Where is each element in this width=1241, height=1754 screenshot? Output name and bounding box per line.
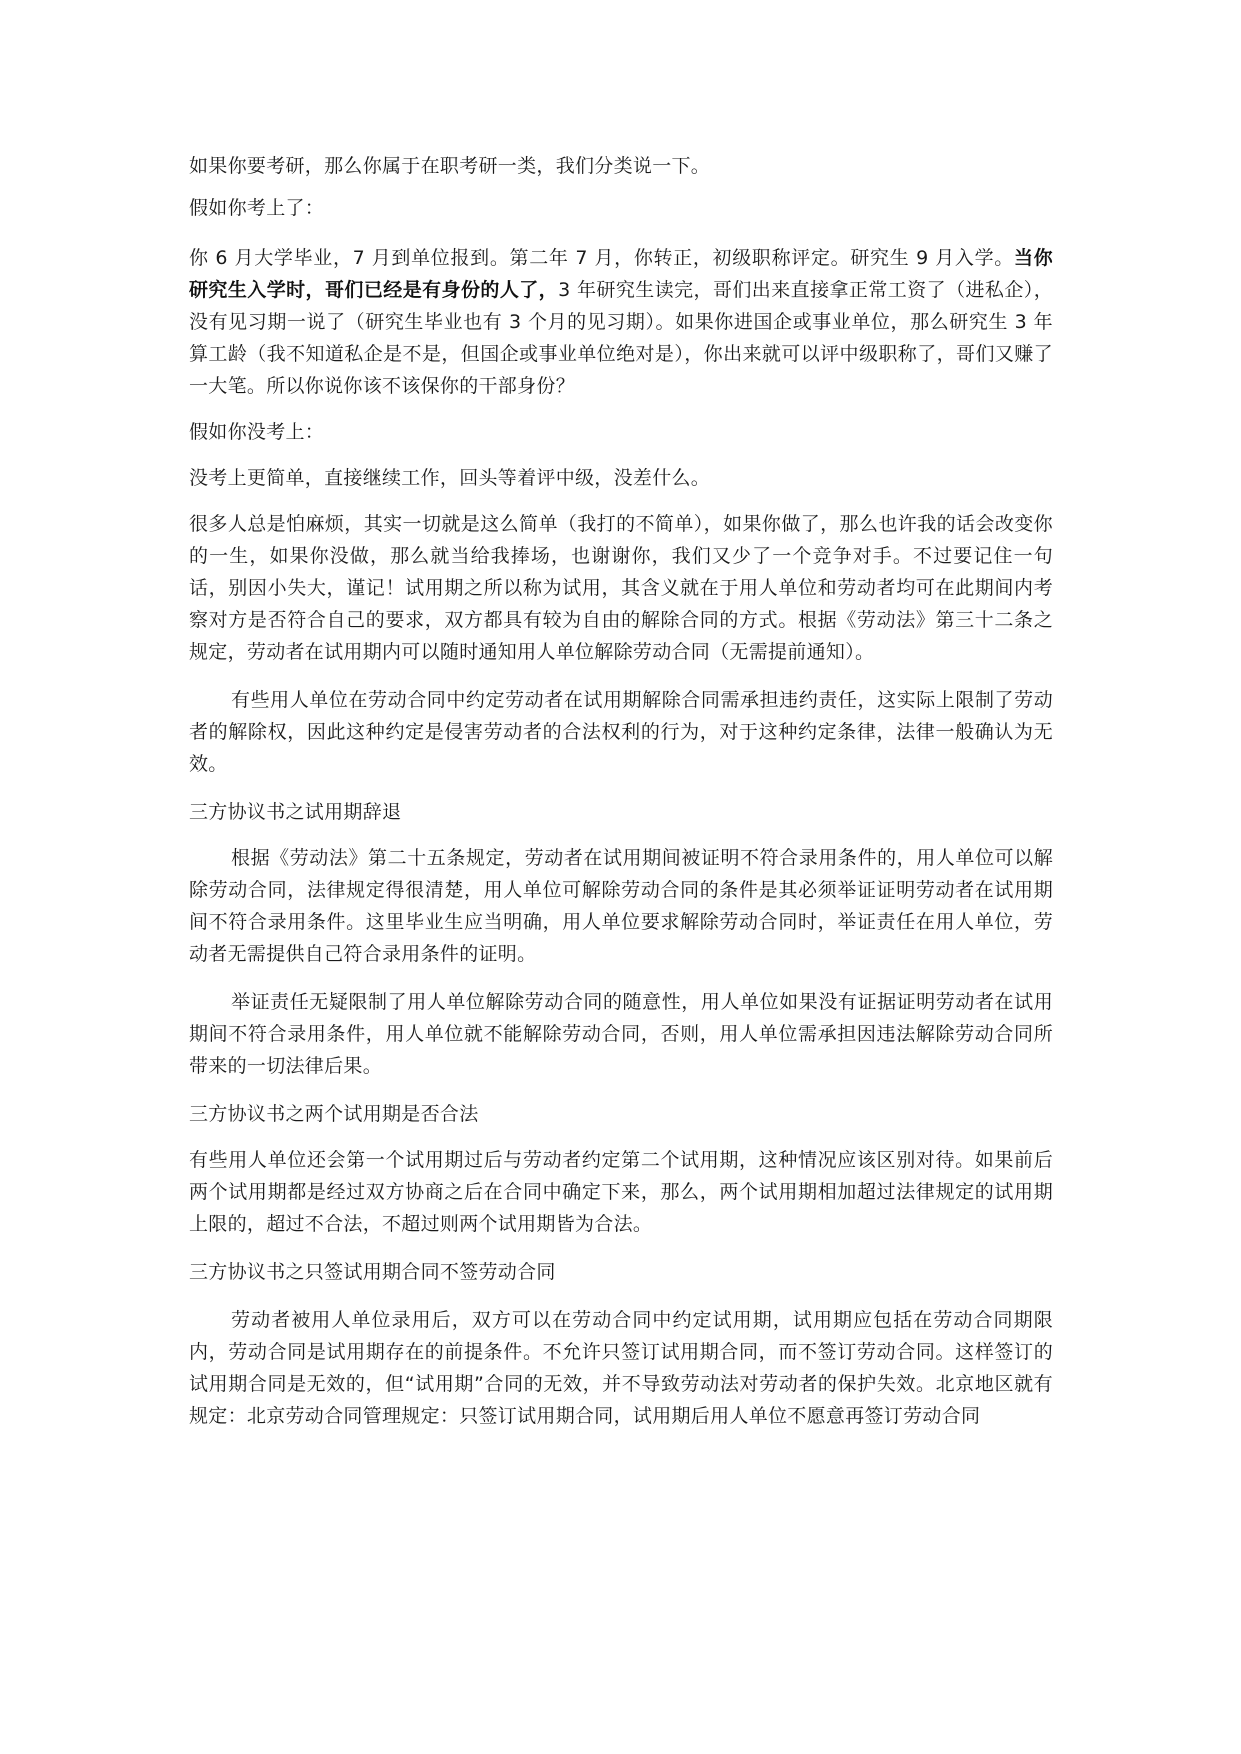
section-heading-trial-only-contract: 三方协议书之只签试用期合同不签劳动合同 <box>189 1261 556 1283</box>
paragraph-breach-liability: 有些用人单位在劳动合同中约定劳动者在试用期解除合同需承担违约责任，这实际上限制了劳动者的解除权，因此这种约定是侵害劳动者的合法权利的行为，对于这种约定条律，法律一般确认为无效。 <box>189 689 1053 775</box>
paragraph-admitted-detail <box>189 242 1053 402</box>
paragraph-burden-of-proof: 举证责任无疑限制了用人单位解除劳动合同的随意性，用人单位如果没有证据证明劳动者在试用期间不符合录用条件，用人单位就不能解除劳动合同，否则，用人单位需承担因违法解除劳动合同所带来的一切法律后果。 <box>189 991 1053 1077</box>
paragraph-two-trial-periods: 有些用人单位还会第一个试用期过后与劳动者约定第二个试用期，这种情况应该区别对待。如果前后两个试用期都是经过双方协商之后在合同中确定下来，那么，两个试用期相加超过法律规定的试用期上限的，超过不合法，不超过则两个试用期皆为合法。 <box>189 1149 1053 1235</box>
paragraph-trial-period-intro: 很多人总是怕麻烦，其实一切就是这么简单（我打的不简单），如果你做了，那么也许我的话会改变你的一生，如果你没做，那么就当给我捧场，也谢谢你，我们又少了一个竞争对手。不过要记住一句话，别因小失大，谨记！试用期之所以称为试用，其含义就在于用人单位和劳动者均可在此期间内考察对方是否符合自己的要求，双方都具有较为自由的解除合同的方式。根据《劳动法》第三十二条之规定，劳动者在试用期内可以随时通知用人单位解除劳动合同（无需提前通知）。 <box>189 513 1053 663</box>
paragraph-if-not-admitted: 假如你没考上： <box>189 421 325 443</box>
paragraph-intro: 如果你要考研，那么你属于在职考研一类，我们分类说一下。 <box>189 155 711 177</box>
paragraph-if-admitted: 假如你考上了： <box>189 197 325 219</box>
paragraph-admitted-detail-part-a: 你 6 月大学毕业，7 月到单位报到。第二年 7 月，你转正，初级职称评定。研究生 9 月入学。 <box>189 247 1014 269</box>
paragraph-admitted-detail-bold: 当你研究生入学时，哥们已经是有身份的人了， <box>189 247 1053 301</box>
section-heading-dismissal: 三方协议书之试用期辞退 <box>189 801 402 823</box>
section-heading-two-trial-periods: 三方协议书之两个试用期是否合法 <box>189 1103 479 1125</box>
paragraph-not-admitted-detail: 没考上更简单，直接继续工作，回头等着评中级，没差什么。 <box>189 467 711 489</box>
paragraph-admitted-detail-part-b: 3 年研究生读完，哥们出来直接拿正常工资了（进私企），没有见习期一说了（研究生毕业也有 3 个月的见习期）。如果你进国企或事业单位，那么研究生 3 年算工龄（我不知道私企是不是，但国企或事业单位绝对是），你出来就可以评中级职称了，哥们又赚了一大笔。所以你说你该不该保你的干部身份？ <box>189 279 1053 397</box>
paragraph-article-25: 根据《劳动法》第二十五条规定，劳动者在试用期间被证明不符合录用条件的，用人单位可以解除劳动合同，法律规定得很清楚，用人单位可解除劳动合同的条件是其必须举证证明劳动者在试用期间不符合录用条件。这里毕业生应当明确，用人单位要求解除劳动合同时，举证责任在用人单位，劳动者无需提供自己符合录用条件的证明。 <box>189 847 1053 965</box>
paragraph-trial-only-contract: 劳动者被用人单位录用后，双方可以在劳动合同中约定试用期，试用期应包括在劳动合同期限内，劳动合同是试用期存在的前提条件。不允许只签订试用期合同，而不签订劳动合同。这样签订的试用期合同是无效的，但“试用期”合同的无效，并不导致劳动法对劳动者的保护失效。北京地区就有规定：北京劳动合同管理规定：只签订试用期合同，试用期后用人单位不愿意再签订劳动合同 <box>189 1309 1053 1427</box>
document-page <box>189 150 1053 1432</box>
